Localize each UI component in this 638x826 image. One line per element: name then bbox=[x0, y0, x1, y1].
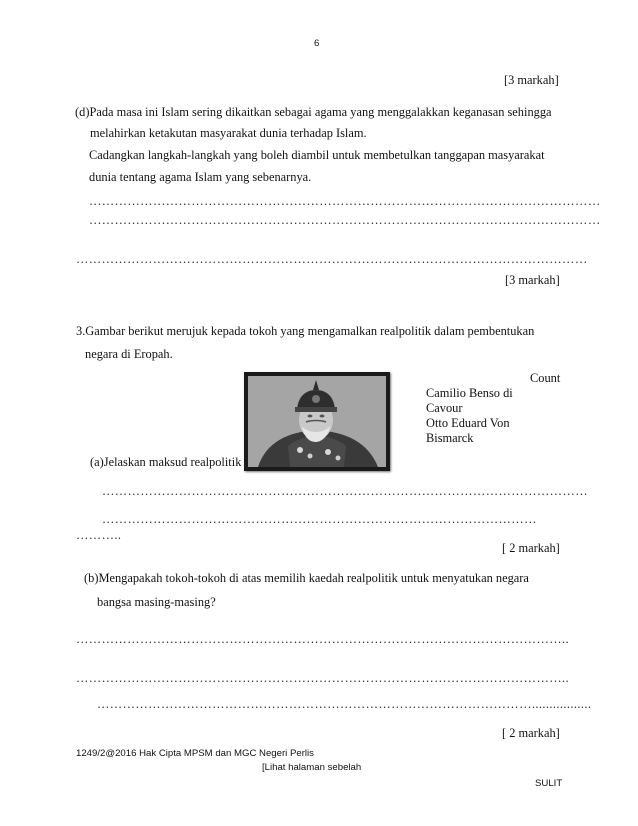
footer-next-page: [Lihat halaman sebelah bbox=[262, 762, 362, 773]
page-number: 6 bbox=[314, 38, 320, 49]
option-label-cavour-2: Cavour bbox=[426, 401, 463, 415]
question-3a: (a)Jelaskan maksud realpolitik bbox=[90, 455, 242, 469]
question-2d-line-4: dunia tentang agama Islam yang sebenarnya. bbox=[89, 170, 312, 184]
marks-label: [ 2 markah] bbox=[502, 726, 560, 740]
footer-classification: SULIT bbox=[535, 778, 563, 789]
marks-label: [ 2 markah] bbox=[502, 541, 560, 555]
question-3-line-1: 3.Gambar berikut merujuk kepada tokoh yang mengamalkan realpolitik dalam pembentukan bbox=[76, 324, 535, 338]
question-2d-line-3: Cadangkan langkah-langkah yang boleh diambil untuk membetulkan tanggapan masyarakat bbox=[89, 148, 545, 162]
option-label-bismarck-2: Bismarck bbox=[426, 431, 474, 445]
question-3-line-2: negara di Eropah. bbox=[85, 347, 173, 361]
marks-label: [3 markah] bbox=[505, 273, 560, 287]
previous-marks: [3 markah] bbox=[504, 73, 559, 87]
option-label-cavour-1: Camilio Benso di bbox=[426, 386, 513, 400]
answer-line[interactable]: ………………………………………………………………………………………………………… bbox=[89, 213, 601, 227]
answer-line[interactable]: …………………………………………………………………………………………………… bbox=[102, 484, 589, 498]
answer-line[interactable]: ………………………………………………………………………………………………………… bbox=[89, 194, 601, 208]
question-2d-line-2: melahirkan ketakutan masyarakat dunia terhadap Islam. bbox=[90, 126, 367, 140]
answer-line[interactable]: ………………………………………………………………………………………………………… bbox=[76, 252, 588, 266]
option-label-bismarck-1: Otto Eduard Von bbox=[426, 416, 510, 430]
question-2d-line-1: (d)Pada masa ini Islam sering dikaitkan sebagai agama yang menggalakkan keganasan sehingga bbox=[75, 105, 552, 119]
option-label-count: Count bbox=[530, 371, 561, 385]
answer-line[interactable]: ……….. bbox=[76, 528, 122, 542]
portrait-photo-icon bbox=[248, 376, 386, 467]
answer-line[interactable]: …………………………………………………………………………………………................. bbox=[97, 697, 592, 711]
question-3b-line-2: bangsa masing-masing? bbox=[97, 595, 216, 609]
footer-copyright: 1249/2@2016 Hak Cipta MPSM dan MGC Negeri Perlis bbox=[76, 748, 314, 759]
question-3b-line-1: (b)Mengapakah tokoh-tokoh di atas memilih kaedah realpolitik untuk menyatukan negara bbox=[84, 571, 529, 585]
answer-line[interactable]: …………………………………………………………………………………………………….. bbox=[76, 671, 570, 685]
answer-line[interactable]: ………………………………………………………………………………………… bbox=[102, 512, 537, 526]
answer-line[interactable]: …………………………………………………………………………………………………….. bbox=[76, 632, 570, 646]
portrait-photo bbox=[244, 372, 390, 471]
